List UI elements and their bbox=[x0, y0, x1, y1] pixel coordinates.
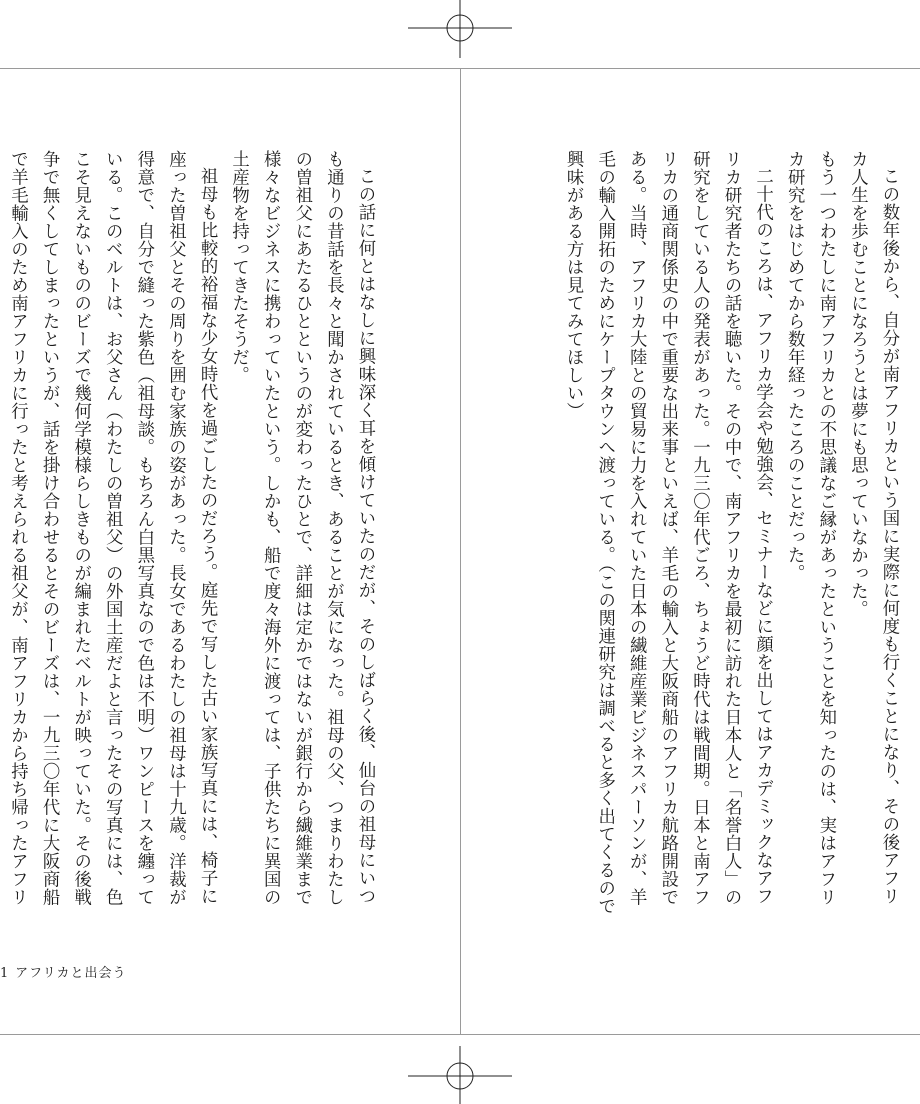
bottom-registration-mark-icon bbox=[400, 1044, 520, 1104]
running-title: アフリカと出会う bbox=[15, 966, 127, 981]
right-page-body bbox=[556, 150, 904, 920]
paragraph: 祖母も比較的裕福な少女時代を過ごしたのだろう。庭先で写した古い家族写真には、椅子に座った曽祖父とその周りを囲む家族の姿があった。長女であるわたしの祖母は十九歳。洋裁が得意で、自分で縫った紫色（祖母談。もちろん白黒写真なので色は不明）ワンピースを纏っている。このベルトは、お父さん（わたしの曽祖父）の外国土産だよと言ったその写真には、色こそ見えないもののビーズで幾何学模様らしきものが編まれたベルトが映っていた。その後戦争で無くしてしまったというが、話を掛け合わせるとそのビーズは、一九三〇年代に大阪商船で羊毛輸入のため南アフリカに行ったと考えられる祖父が、南アフリカから持ち帰ったアフリ bbox=[7, 150, 218, 906]
gutter-line bbox=[460, 68, 461, 1034]
page-number: 1 bbox=[0, 966, 10, 981]
left-page-body bbox=[0, 150, 380, 920]
paragraph: この話に何とはなしに興味深く耳を傾けていたのだが、そのしばらく後、仙台の祖母にいつも通りの昔話を長々と聞かされているとき、あることが気になった。祖母の父、つまりわたしの曽祖父にあたるひとというのが変わったひとで、詳細は定かではないが銀行から繊維業まで様々なビジネスに携わっていたという。しかも、船で度々海外に渡っては、子供たちに異国の土産物を持ってきたそうだ。 bbox=[228, 150, 375, 906]
bottom-trim-line bbox=[0, 1034, 920, 1035]
paragraph: 二十代のころは、アフリカ学会や勉強会、セミナーなどに顔を出してはアカデミックなアフリカ研究者たちの話を聴いた。その中で、南アフリカを最初に訪れた日本人と「名誉白人」の研究をしている人の発表があった。一九三〇年代ごろ、ちょうど時代は戦間期。日本と南アフリカの通商関係史の中で重要な出来事といえば、羊毛の輸入と大阪商船のアフリカ航路開設である。当時、アフリカ大陸との貿易に力を入れていた日本の繊維産業ビジネスパーソンが、羊毛の輸入開拓のためにケープタウンへ渡っている。（この関連研究は調べると多く出てくるので興味がある方は見てみてほしい） bbox=[563, 150, 773, 916]
top-registration-mark-icon bbox=[400, 0, 520, 60]
running-footer bbox=[0, 962, 127, 981]
paragraph: もう一つわたしに南アフリカとの不思議なご縁があったということを知ったのは、実はアフリカ研究をはじめてから数年経ったころのことだった。 bbox=[784, 150, 836, 906]
paragraph: この数年後から、自分が南アフリカという国に実際に何度も行くことになり、その後アフリカ人生を歩むことになろうとは夢にも思っていなかった。 bbox=[847, 150, 899, 906]
